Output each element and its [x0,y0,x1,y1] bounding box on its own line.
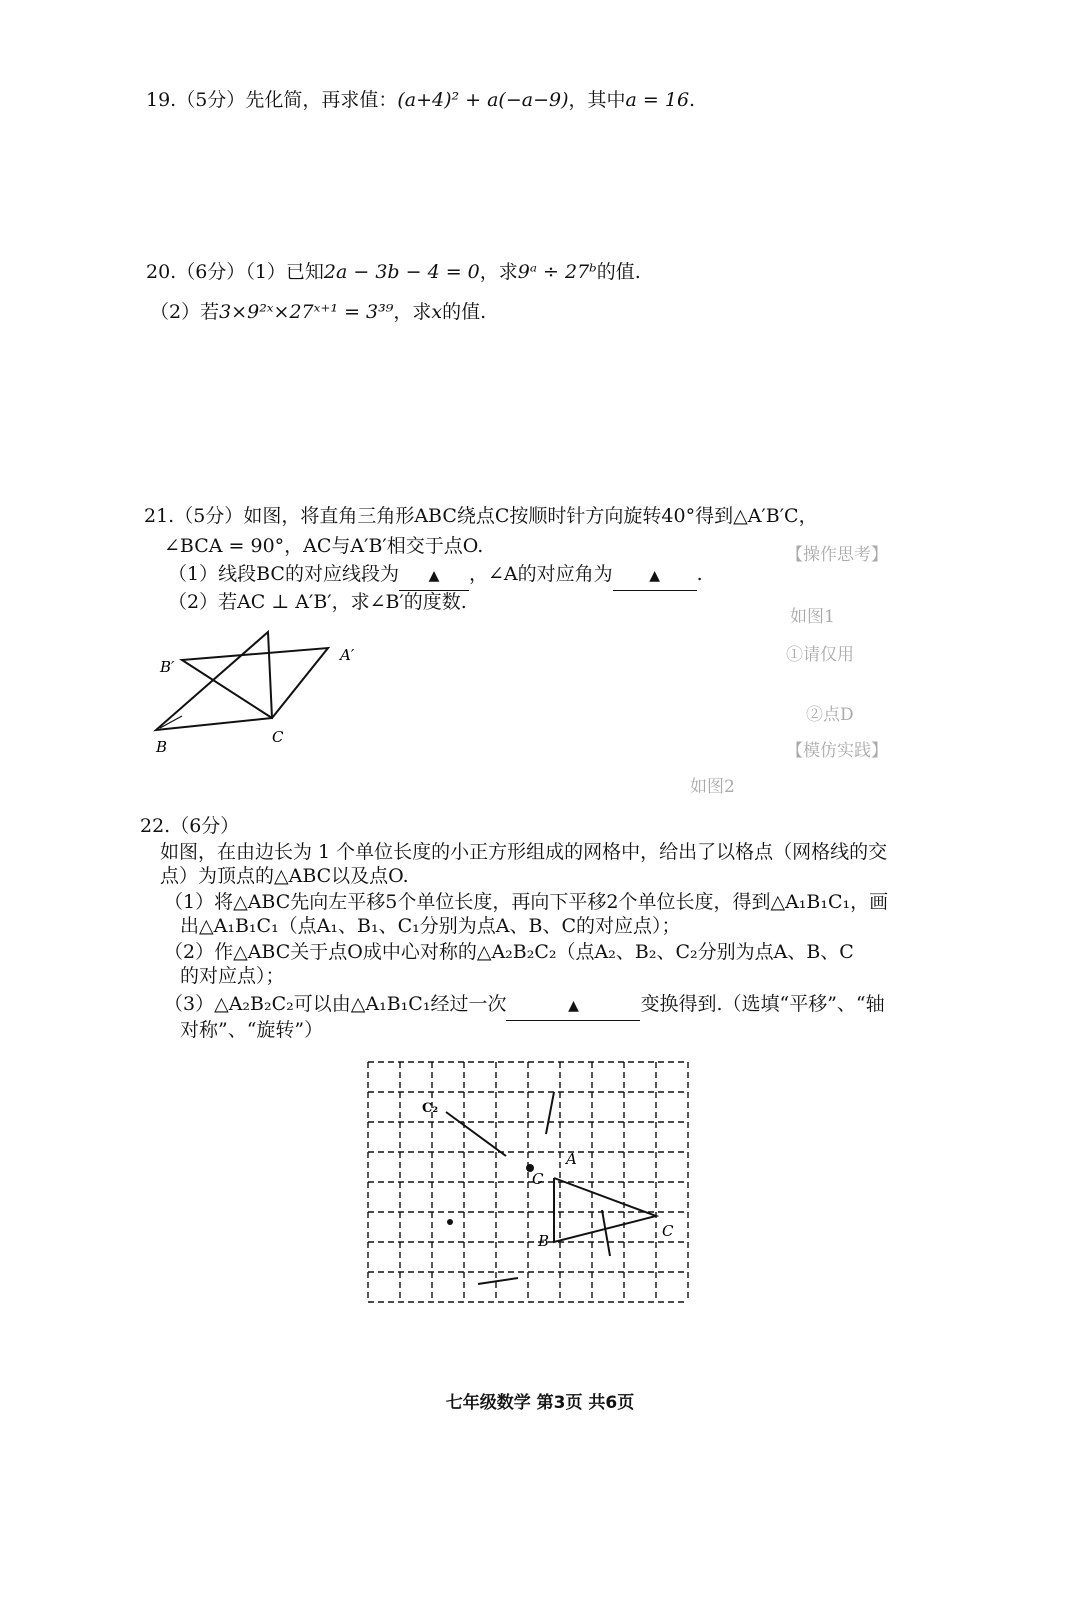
q21-text-2: ∠BCA = 90°，AC与A′B′相交于点O. [164,535,484,557]
q21-p1-text-b: ，∠A的对应角为 [468,563,613,585]
q20-number: 20. [146,261,177,283]
q20-p1-text: （1）已知 [245,261,324,283]
q21-answer-blank-1[interactable] [399,560,469,591]
label-c: C [272,728,284,746]
q22-intro-1: 如图，在由边长为 1 个单位长度的小正方形组成的网格中，给出了以格点（网格线的交 [160,841,888,863]
q19-condition: a = 16 [625,89,690,111]
bleed-text: ①请仅用 [786,645,854,665]
q20-p1-expression: 9ᵃ ÷ 27ᵇ [517,261,597,283]
bleed-text: 如图1 [790,607,835,627]
q19-text-b: ，其中 [568,89,626,111]
q22-p3-line2: 对称”、“旋转”） [180,1019,324,1041]
page-footer: 七年级数学 第3页 共6页 [445,1393,635,1413]
question-21-part2 [168,588,467,616]
q21-number: 21. [144,505,175,527]
blank-marker-icon: ▲ [649,568,660,584]
q22-p2-line2: 的对应点）； [180,965,285,987]
q22-number: 22. [140,815,171,837]
label-b: B [156,738,168,756]
q21-p1-text-c: . [696,563,703,585]
q21-score: （5分） [174,505,244,527]
bleed-text: 如图2 [690,777,735,797]
label-c2: C₂ [422,1101,439,1116]
sketch-stroke [546,1092,554,1134]
bleed-text: 【操作思考】 [786,545,888,565]
q20-p2-variable: x [431,301,443,323]
q19-end: . [689,89,696,111]
q21-text-1: 如图，将直角三角形ABC绕点C按顺时针方向旋转40°得到△A′B′C， [243,505,818,527]
label-b: B [538,1232,550,1250]
label-o: C [532,1170,544,1188]
q22-p1-line1: （1）将△ABC先向左平移5个单位长度，再向下平移2个单位长度，得到△A₁B₁C₁，画 [164,891,889,913]
label-a: A [566,1150,577,1168]
q19-text: 先化简，再求值： [245,89,398,111]
bleed-text: ②点D [806,705,854,725]
q19-score: （5分） [176,89,246,111]
q22-score: （6分） [170,815,240,837]
label-a-prime: A′ [340,646,355,664]
q21-p1-text: （1）线段BC的对应线段为 [168,563,399,585]
q22-grid-figure [366,1060,692,1310]
question-21-line2 [164,532,483,560]
sketch-stroke [446,1112,506,1156]
q20-p2-text-c: 的值. [442,301,487,323]
sketch-point [447,1219,453,1225]
sketch-stroke [602,1210,610,1256]
q21-answer-blank-2[interactable] [613,560,697,591]
q21-p2-text: （2）若AC ⊥ A′B′，求∠B′的度数. [168,591,467,613]
question-21-line1 [144,502,818,530]
bleed-text: 【模仿实践】 [786,741,888,761]
blank-marker-icon: ▲ [428,568,440,584]
q22-intro-2: 点）为顶点的△ABC以及点O. [160,865,409,887]
label-b-prime: B′ [160,658,175,676]
question-19 [146,86,695,114]
question-20-part1 [146,258,641,286]
grid-lines [368,1062,688,1302]
question-21-part1 [168,560,703,591]
q20-p1-equation: 2a − 3b − 4 = 0 [323,261,480,283]
question-20-part2 [150,298,486,326]
q19-number: 19. [146,89,177,111]
q20-p1-text-c: 的值. [596,261,641,283]
q20-p2-text-b: ，求 [393,301,432,323]
sketch-stroke [478,1278,518,1284]
q22-p3-text: （3）△A₂B₂C₂可以由△A₁B₁C₁经过一次 [164,993,507,1015]
q21-figure [140,620,380,760]
label-c: C [662,1222,674,1240]
q20-p2-equation: 3×9²ˣ×27ˣ⁺¹ = 3³⁹ [219,301,394,323]
blank-marker-icon: ▲ [568,998,579,1014]
q22-answer-blank[interactable] [506,990,640,1021]
question-22-header [140,812,239,840]
q20-score: （6分） [176,261,246,283]
q22-p3-text-b: 变换得到.（选填“平移”、“轴 [640,993,885,1015]
q20-p2-text: （2）若 [150,301,220,323]
q22-p2-line1: （2）作△ABC关于点O成中心对称的△A₂B₂C₂（点A₂、B₂、C₂分别为点A、B、C [164,941,854,963]
q22-p1-line2: 出△A₁B₁C₁（点A₁、B₁、C₁分别为点A、B、C的对应点）； [180,915,681,937]
q19-expression: (a+4)² + a(−a−9) [397,89,569,111]
triangle-a-prime-b-prime-c [182,648,328,718]
q20-p1-text-b: ，求 [479,261,518,283]
